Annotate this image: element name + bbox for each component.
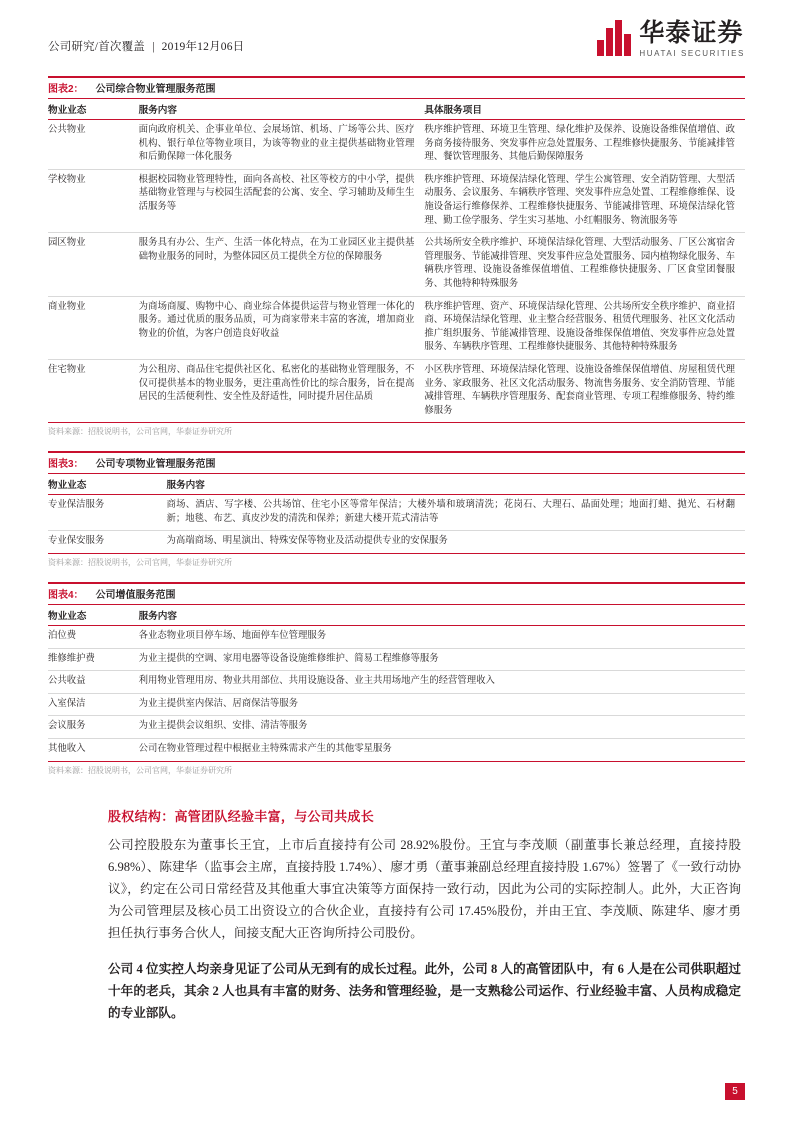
- cell-items: 秩序维护管理、资产、环境保洁绿化管理、公共场所安全秩序维护、商业招商、环境保洁绿化管理、业主整合经营服务、租赁代理服务、社区文化活动推广组织服务、节能减排管理、设施设备维保保值增值、突发事件应急处置服务、车辆秩序管理、工程维修快捷服务、其他特种特殊服务: [424, 296, 745, 359]
- exhibit-3-number: 图表3：: [48, 459, 84, 471]
- cell-items: 秩序维护管理、环境卫生管理、绿化维护及保养、设施设备维保值增值、政务商务接待服务、突发事件应急处置服务、工程维修快捷服务、节能减排管理、餐饮管理服务、其他后勤保障服务: [424, 120, 745, 170]
- exhibit-2-number: 图表2：: [48, 84, 84, 95]
- brand-name-en: HUATAI SECURITIES: [639, 49, 745, 58]
- exhibit-3-name: 公司专项物业管理服务范围: [95, 459, 216, 471]
- breadcrumb-separator: |: [152, 41, 155, 53]
- huatai-logo-icon: [597, 20, 631, 56]
- brand-name-cn: 华泰证券: [639, 19, 744, 47]
- cell-category: 商业物业: [48, 296, 139, 359]
- cell-content: 为业主提供的空调、家用电器等设备设施维修维护、简易工程维修等服务: [139, 648, 745, 671]
- exhibit-4-title: [48, 582, 745, 605]
- breadcrumb-text: 公司研究/首次覆盖: [48, 41, 145, 53]
- column-header: 物业业态: [48, 474, 166, 495]
- exhibit-2-name: 公司综合物业管理服务范围: [95, 84, 216, 95]
- cell-category: 专业保洁服务: [48, 495, 166, 531]
- table-row: [48, 671, 745, 694]
- cell-items: 小区秩序管理、环境保洁绿化管理、设施设备维保保值增值、房屋租赁代理业务、家政服务、社区文化活动服务、物流售务服务、安全消防管理、节能减排管理、车辆秩序管理服务、配套商业管理、专项工程维修服务、特约维修服务: [424, 359, 745, 422]
- column-header: 具体服务项目: [424, 99, 745, 120]
- cell-content: 为商场商厦、购物中心、商业综合体提供运营与物业管理一体化的服务。通过优质的服务品质，可为商家带来丰富的客流，增加商业物业的价值，为客户创造良好收益: [139, 296, 425, 359]
- section-heading: 股权结构：高管团队经验丰富，与公司共成长: [108, 808, 375, 824]
- exhibit-2-source: 资料来源：招股说明书，公司官网，华泰证券研究所: [48, 427, 232, 437]
- column-header: 物业业态: [48, 99, 139, 120]
- exhibit-2-table: [48, 99, 745, 423]
- column-header: 物业业态: [48, 605, 139, 626]
- table-row: [48, 359, 745, 422]
- exhibit-2: [48, 76, 745, 437]
- exhibit-3-title: [48, 451, 745, 474]
- exhibit-4: [48, 582, 745, 776]
- table-row: [48, 648, 745, 671]
- cell-category: 园区物业: [48, 233, 139, 296]
- column-header: 服务内容: [139, 605, 745, 626]
- table-row: [48, 233, 745, 296]
- table-row: [48, 169, 745, 232]
- cell-category: 专业保安服务: [48, 531, 166, 554]
- cell-content: 利用物业管理用房、物业共用部位、共用设施设备、业主共用场地产生的经营管理收入: [139, 671, 745, 694]
- breadcrumb: [48, 38, 244, 54]
- cell-category: 学校物业: [48, 169, 139, 232]
- cell-category: 会议服务: [48, 716, 139, 739]
- exhibit-4-number: 图表4：: [48, 590, 84, 602]
- cell-content: 商场、酒店、写字楼、公共场馆、住宅小区等常年保洁；大楼外墙和玻璃清洗；花岗石、大理石、晶面处理；地面打蜡、抛光、石材翻新；地毯、布艺、真皮沙发的清洗和保养；新建大楼开荒式清洁等: [166, 495, 745, 531]
- table-row: [48, 739, 745, 762]
- cell-category: 其他收入: [48, 739, 139, 762]
- table-row: [48, 531, 745, 554]
- cell-content: 各业态物业项目停车场、地面停车位管理服务: [139, 626, 745, 649]
- exhibit-3-table: [48, 474, 745, 554]
- report-date: 2019年12月06日: [161, 41, 245, 53]
- table-row: [48, 716, 745, 739]
- table-row: [48, 693, 745, 716]
- section-paragraph-1: 公司控股股东为董事长王宜，上市后直接持有公司 28.92%股份。王宜与李茂顺（副董事长兼总经理，直接持股 6.98%）、陈建华（监事会主席，直接持股 1.74%）、廖才勇（董事兼副总经理直接持股 1.67%）签署了《一致行动协议》，约定在公司日常经营及其他重大事宜决策等方面保持一致行动，因此为公司的实际控制人。此外，大正咨询为公司管理层及核心员工出资设立的合伙企业，直接持有公司 17.45%股份，并由王宜、李茂顺、陈建华、廖才勇担任执行事务合伙人，间接支配大正咨询所持公司股份。: [108, 837, 741, 940]
- ownership-section: [48, 806, 745, 1024]
- section-paragraph-2: 公司 4 位实控人均亲身见证了公司从无到有的成长过程。此外，公司 8 人的高管团队中，有 6 人是在公司供职超过十年的老兵，其余 2 人也具有丰富的财务、法务和管理经验，是一支熟稔公司运作、行业经验丰富、人员构成稳定的专业部队。: [108, 961, 741, 1020]
- cell-content: 面向政府机关、企事业单位、会展场馆、机场、广场等公共、医疗机构、银行单位等物业项目，为该等物业的业主提供基础物业管理和后勤保障一体化服务: [139, 120, 425, 170]
- cell-content: 为高端商场、明星演出、特殊安保等物业及活动提供专业的安保服务: [166, 531, 745, 554]
- table-header-row: [48, 474, 745, 495]
- table-header-row: [48, 605, 745, 626]
- cell-category: 住宅物业: [48, 359, 139, 422]
- cell-content: 为公租房、商品住宅提供社区化、私密化的基础物业管理服务，不仅可提供基本的物业服务，更注重高性价比的综合服务，旨在提高居民的生活便利性、安全性及舒适性，同时提升居住品质: [139, 359, 425, 422]
- cell-category: 入室保洁: [48, 693, 139, 716]
- cell-content: 根据校园物业管理特性，面向各高校、社区等校方的中小学，提供基础物业管理与与校园生活配套的公寓、安全、学习辅助及师生生活服务等: [139, 169, 425, 232]
- cell-category: 公共物业: [48, 120, 139, 170]
- table-header-row: [48, 99, 745, 120]
- page-number-badge: 5: [725, 1083, 745, 1100]
- cell-items: 秩序维护管理、环境保洁绿化管理、学生公寓管理、安全消防管理、大型活动服务、会议服务、车辆秩序管理、突发事件应急处置、工程维修维保、设施设备运行维修保养、工程维修快捷服务、节能减排管理、环境保洁绿化管理、勤工俭学服务、学生实习基地、小红帽服务、物流服务等: [424, 169, 745, 232]
- exhibit-4-name: 公司增值服务范围: [95, 590, 176, 602]
- table-row: [48, 296, 745, 359]
- table-row: [48, 626, 745, 649]
- cell-content: 为业主提供室内保洁、居商保洁等服务: [139, 693, 745, 716]
- brand-logo: [597, 20, 745, 58]
- cell-category: 公共收益: [48, 671, 139, 694]
- table-row: [48, 120, 745, 170]
- column-header: 服务内容: [139, 99, 425, 120]
- table-row: [48, 495, 745, 531]
- cell-category: 泊位费: [48, 626, 139, 649]
- cell-category: 维修维护费: [48, 648, 139, 671]
- exhibit-3-source: 资料来源：招股说明书，公司官网，华泰证券研究所: [48, 558, 232, 568]
- cell-items: 公共场所安全秩序维护、环境保洁绿化管理、大型活动服务、厂区公寓宿舍管理服务、节能减排管理、突发事件应急处置服务、园内植物绿化服务、车辆秩序管理、设施设备维保值增值、工程维修快捷服务、厂区食堂团餐服务、其他特种特殊服务: [424, 233, 745, 296]
- cell-content: 公司在物业管理过程中根据业主特殊需求产生的其他零星服务: [139, 739, 745, 762]
- exhibit-3: [48, 451, 745, 568]
- exhibit-4-source: 资料来源：招股说明书，公司官网，华泰证券研究所: [48, 765, 232, 775]
- exhibit-2-title: [48, 76, 745, 99]
- exhibit-4-table: [48, 605, 745, 762]
- cell-content: 服务具有办公、生产、生活一体化特点，在为工业园区业主提供基础物业服务的同时，为整体园区员工提供全方位的保障服务: [139, 233, 425, 296]
- cell-content: 为业主提供会议组织、安排、清洁等服务: [139, 716, 745, 739]
- page-header: [48, 0, 745, 62]
- column-header: 服务内容: [166, 474, 745, 495]
